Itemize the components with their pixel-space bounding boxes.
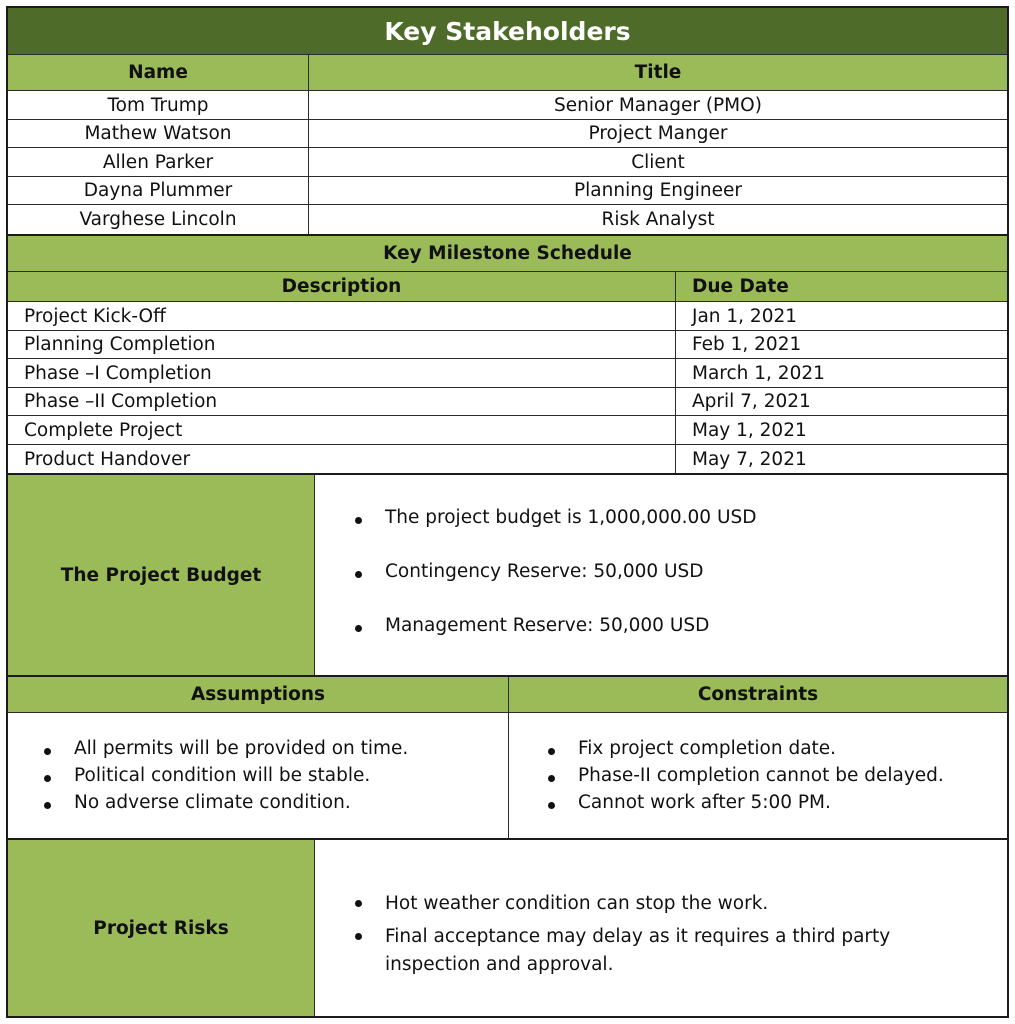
assumptions-panel	[8, 713, 509, 838]
milestone-description: Phase –II Completion	[8, 388, 676, 416]
stakeholder-name: Tom Trump	[8, 91, 309, 120]
milestone-description: Phase –I Completion	[8, 359, 676, 388]
stakeholder-title: Planning Engineer	[309, 177, 1007, 205]
constraints-heading: Constraints	[509, 677, 1007, 713]
constraints-panel	[509, 713, 1007, 838]
stakeholders-col-title: Title	[309, 55, 1007, 91]
milestone-description: Planning Completion	[8, 331, 676, 359]
milestone-due: May 7, 2021	[692, 448, 807, 470]
stakeholder-title: Risk Analyst	[601, 209, 715, 230]
milestone-due: March 1, 2021	[676, 359, 1007, 388]
stakeholder-title: Senior Manager (PMO)	[309, 91, 1007, 120]
assumptions-list	[38, 738, 508, 813]
assumption-item: Political condition will be stable.	[38, 765, 508, 786]
milestones-col-due: Due Date	[676, 272, 1007, 302]
milestone-due: Jan 1, 2021	[676, 302, 1007, 331]
stakeholder-name: Varghese Lincoln	[8, 205, 309, 234]
constraints-list	[542, 738, 1007, 813]
milestone-description: Project Kick-Off	[8, 302, 676, 331]
milestone-description: Complete Project	[8, 416, 676, 445]
milestone-due: May 1, 2021	[676, 416, 1007, 445]
constraint-item: Cannot work after 5:00 PM.	[542, 792, 1007, 813]
milestone-description: Product Handover	[8, 445, 676, 473]
assumptions-heading: Assumptions	[8, 677, 509, 713]
budget-list	[349, 507, 1007, 636]
stakeholder-title: Client	[309, 148, 1007, 177]
assumption-item: No adverse climate condition.	[38, 792, 508, 813]
stakeholder-name: Mathew Watson	[8, 120, 309, 148]
milestones-col-description: Description	[8, 272, 676, 302]
risks-list	[349, 890, 987, 980]
document-title: Key Stakeholders	[8, 8, 1007, 55]
budget-item: Management Reserve: 50,000 USD	[349, 615, 1007, 636]
budget-details	[315, 475, 1007, 675]
stakeholder-name: Dayna Plummer	[8, 177, 309, 205]
milestone-due: Feb 1, 2021	[676, 331, 1007, 359]
constraint-item: Fix project completion date.	[542, 738, 1007, 759]
risks-details	[315, 840, 1007, 1016]
milestone-due: April 7, 2021	[676, 388, 1007, 416]
risks-label: Project Risks	[8, 840, 315, 1016]
budget-item: Contingency Reserve: 50,000 USD	[349, 561, 1007, 582]
project-charter-document	[6, 6, 1009, 1018]
stakeholder-title: Project Manger	[309, 120, 1007, 148]
budget-label: The Project Budget	[8, 475, 315, 675]
budget-item: The project budget is 1,000,000.00 USD	[349, 507, 1007, 528]
stakeholder-name: Allen Parker	[8, 148, 309, 177]
milestones-heading: Key Milestone Schedule	[8, 236, 1007, 272]
stakeholders-col-name: Name	[8, 55, 309, 91]
risk-item: Hot weather condition can stop the work.	[349, 890, 987, 919]
constraint-item: Phase-II completion cannot be delayed.	[542, 765, 1007, 786]
assumption-item: All permits will be provided on time.	[38, 738, 508, 759]
risk-item: Final acceptance may delay as it requires a third party inspection and approval.	[349, 923, 987, 980]
